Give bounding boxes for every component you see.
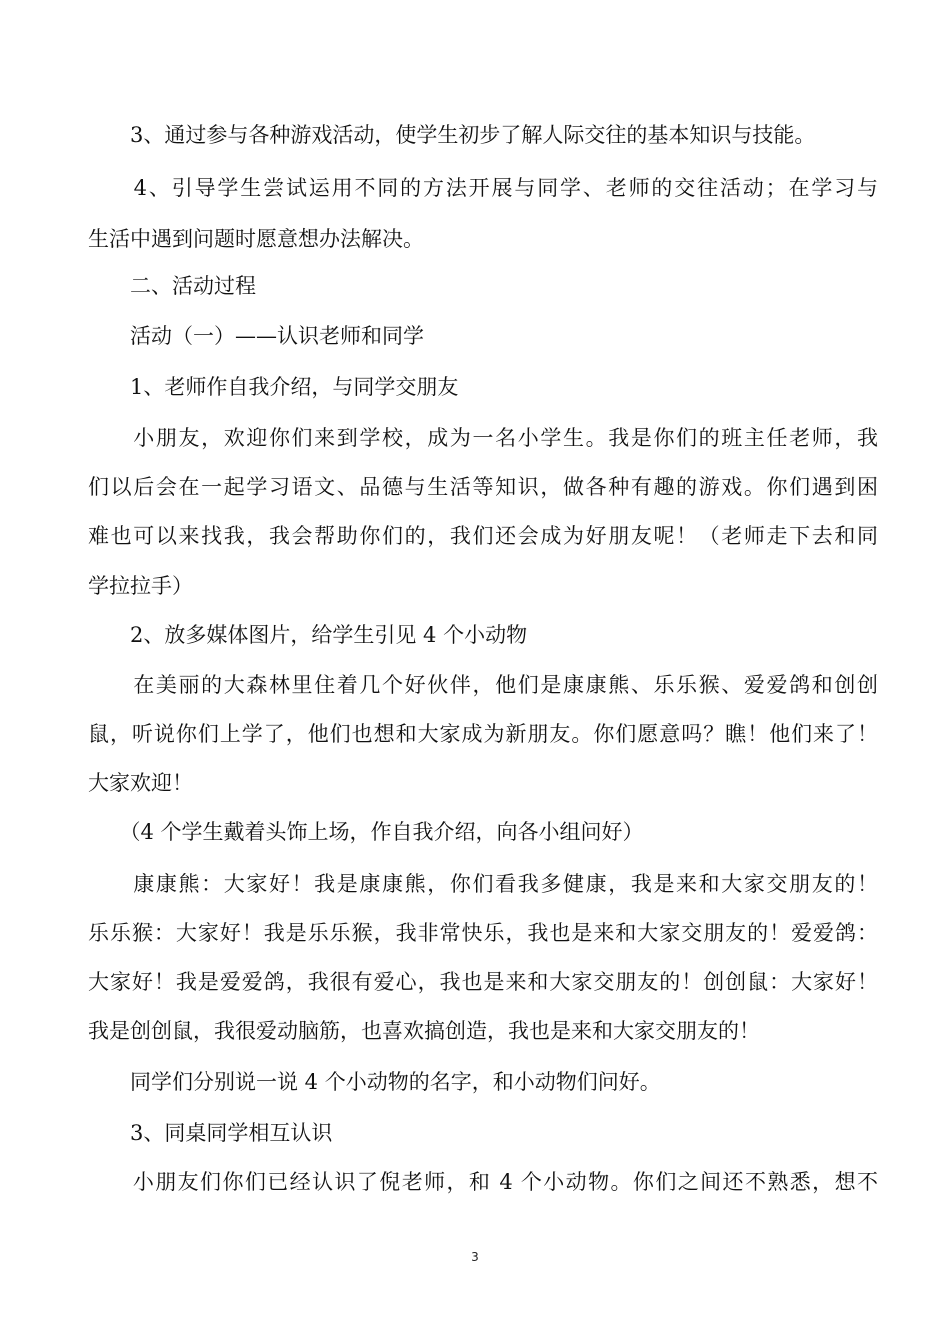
text-line: 同学们分别说一说 4 个小动物的名字，和小动物们问好。	[88, 1070, 661, 1094]
text-line: 学拉拉手）	[88, 574, 193, 598]
text-line: 大家好！我是爱爱鸽，我很有爱心，我也是来和大家交朋友的！创创鼠：大家好！	[88, 970, 878, 994]
text-line: 在美丽的大森林里住着几个好伙伴，他们是康康熊、乐乐猴、爱爱鸽和创创	[88, 673, 878, 697]
text-line: 乐乐猴：大家好！我是乐乐猴，我非常快乐，我也是来和大家交朋友的！爱爱鸽：	[88, 921, 878, 945]
text-line: 小朋友们你们已经认识了倪老师，和 4 个小动物。你们之间还不熟悉，想不	[88, 1170, 878, 1194]
section-heading: 二、活动过程	[88, 274, 256, 298]
text-line: 3、通过参与各种游戏活动，使学生初步了解人际交往的基本知识与技能。	[88, 123, 816, 147]
text-line: 难也可以来找我，我会帮助你们的，我们还会成为好朋友呢！（老师走下去和同	[88, 524, 878, 548]
text-line: 生活中遇到问题时愿意想办法解决。	[88, 227, 424, 251]
text-line: 鼠，听说你们上学了，他们也想和大家成为新朋友。你们愿意吗？瞧！他们来了！	[88, 722, 878, 746]
text-line: 们以后会在一起学习语文、品德与生活等知识，做各种有趣的游戏。你们遇到困	[88, 475, 878, 499]
text-line: 1、老师作自我介绍，与同学交朋友	[88, 375, 459, 399]
text-line: 2、放多媒体图片，给学生引见 4 个小动物	[88, 623, 528, 647]
text-line: 我是创创鼠，我很爱动脑筋，也喜欢搞创造，我也是来和大家交朋友的！	[88, 1019, 760, 1043]
text-line: 大家欢迎！	[88, 771, 193, 795]
text-line: 3、同桌同学相互认识	[88, 1121, 333, 1145]
text-line: 小朋友，欢迎你们来到学校，成为一名小学生。我是你们的班主任老师，我	[88, 426, 878, 450]
text-line: 康康熊：大家好！我是康康熊，你们看我多健康，我是来和大家交朋友的！	[88, 872, 878, 896]
activity-heading: 活动（一）——认识老师和同学	[88, 324, 424, 348]
text-line: （4 个学生戴着头饰上场，作自我介绍，向各小组问好）	[88, 820, 644, 844]
text-line: 4、引导学生尝试运用不同的方法开展与同学、老师的交往活动；在学习与	[88, 176, 878, 200]
page-number: 3	[471, 1250, 479, 1264]
